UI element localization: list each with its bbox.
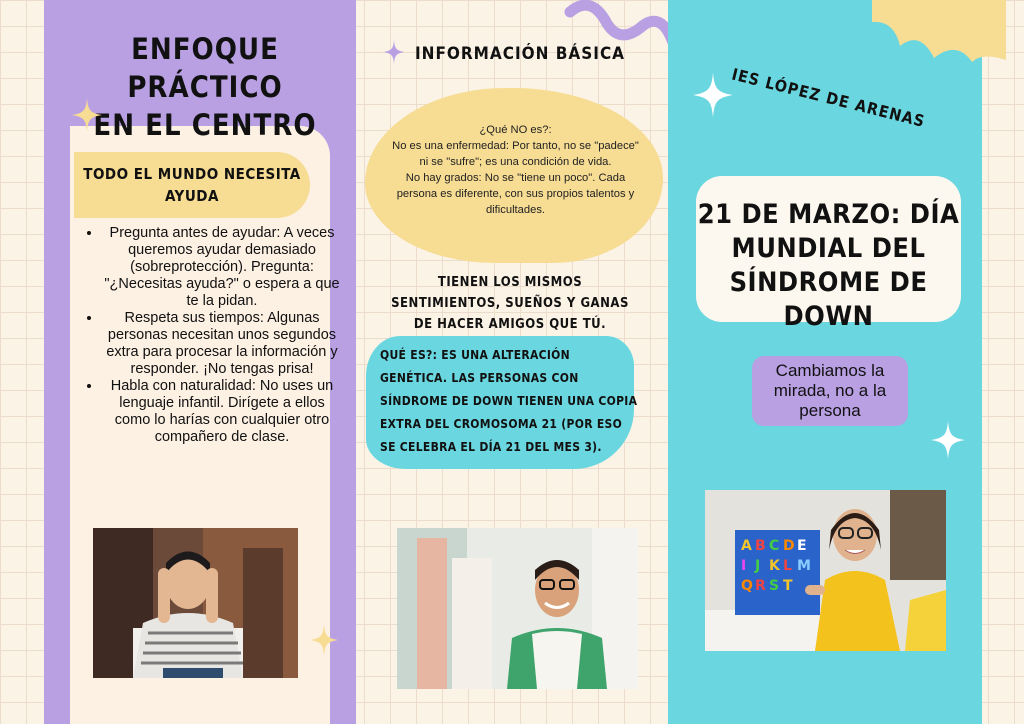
basic-info-title: INFORMACIÓN BÁSICA <box>414 44 626 64</box>
svg-text:R: R <box>755 578 766 594</box>
no-grades-text: No hay grados: No se "tiene un poco". Cada persona es diferente, con sus propios talentos y dificultades. <box>396 172 635 216</box>
feelings-text: TIENEN LOS MISMOS SENTIMIENTOS, SUEÑOS Y GANAS DE HACER AMIGOS QUE TÚ. <box>391 275 629 332</box>
school-name: IES LÓPEZ DE ARENAS <box>729 64 928 132</box>
day-title: 21 DE MARZO: DÍA MUNDIAL DEL SÍNDROME DE DOWN <box>697 199 960 332</box>
what-not-text <box>388 122 643 218</box>
svg-text:E: E <box>797 538 807 554</box>
list-item: • Habla con naturalidad: No uses un lenguaje infantil. Dirígete a ellos como lo harías con cualquier otro compañero de clase. <box>102 378 342 446</box>
svg-text:L: L <box>783 558 792 574</box>
what-not-question: ¿Qué NO es?: <box>479 124 552 136</box>
svg-text:S: S <box>769 578 780 594</box>
tagline-badge: Cambiamos la mirada, no a la persona <box>752 356 908 426</box>
sparkle-icon <box>383 40 405 64</box>
tips-list <box>80 225 342 446</box>
photo-stressed-student <box>93 528 298 678</box>
left-subtitle: TODO EL MUNDO NECESITA AYUDA <box>74 152 310 218</box>
svg-text:D: D <box>783 538 795 554</box>
photo-shop-worker <box>397 528 638 689</box>
sparkle-icon <box>931 420 965 460</box>
what-is-text: QUÉ ES?: ES UNA ALTERACIÓN GENÉTICA. LAS PERSONAS CON SÍNDROME DE DOWN TIENEN UNA COPIA EXTRA DEL CROMOSOMA 21 (POR ESO SE CELEBRA EL DÍA 21 DEL MES 3). <box>380 348 638 454</box>
left-title <box>60 30 350 144</box>
left-title-line2: EN EL CENTRO <box>93 108 317 142</box>
sparkle-icon <box>310 624 338 656</box>
list-item: • Pregunta antes de ayudar: A veces queremos ayudar demasiado (sobreprotección). Pregunta: "¿Necesitas ayuda?" o espera a que te la pidan. <box>102 225 342 310</box>
svg-text:J: J <box>755 558 761 574</box>
left-title-line1: ENFOQUE PRÁCTICO <box>127 32 283 104</box>
svg-text:Q: Q <box>741 578 753 594</box>
svg-text:A: A <box>741 538 752 554</box>
svg-text:T: T <box>783 578 793 594</box>
svg-text:K: K <box>769 558 780 574</box>
svg-text:C: C <box>769 538 780 554</box>
not-disease-text: No es una enfermedad: Por tanto, no se "padece" ni se "sufre"; es una condición de vida. <box>392 140 639 168</box>
svg-text:M: M <box>797 558 811 574</box>
photo-girl-with-letters <box>705 490 946 651</box>
svg-text:B: B <box>755 538 766 554</box>
sparkle-icon <box>72 98 102 132</box>
list-item: • Respeta sus tiempos: Algunas personas necesitan unos segundos extra para procesar la información y responder. ¡No tengas prisa! <box>102 310 342 378</box>
yellow-flower-decoration <box>872 0 1006 64</box>
svg-text:I: I <box>741 558 747 574</box>
